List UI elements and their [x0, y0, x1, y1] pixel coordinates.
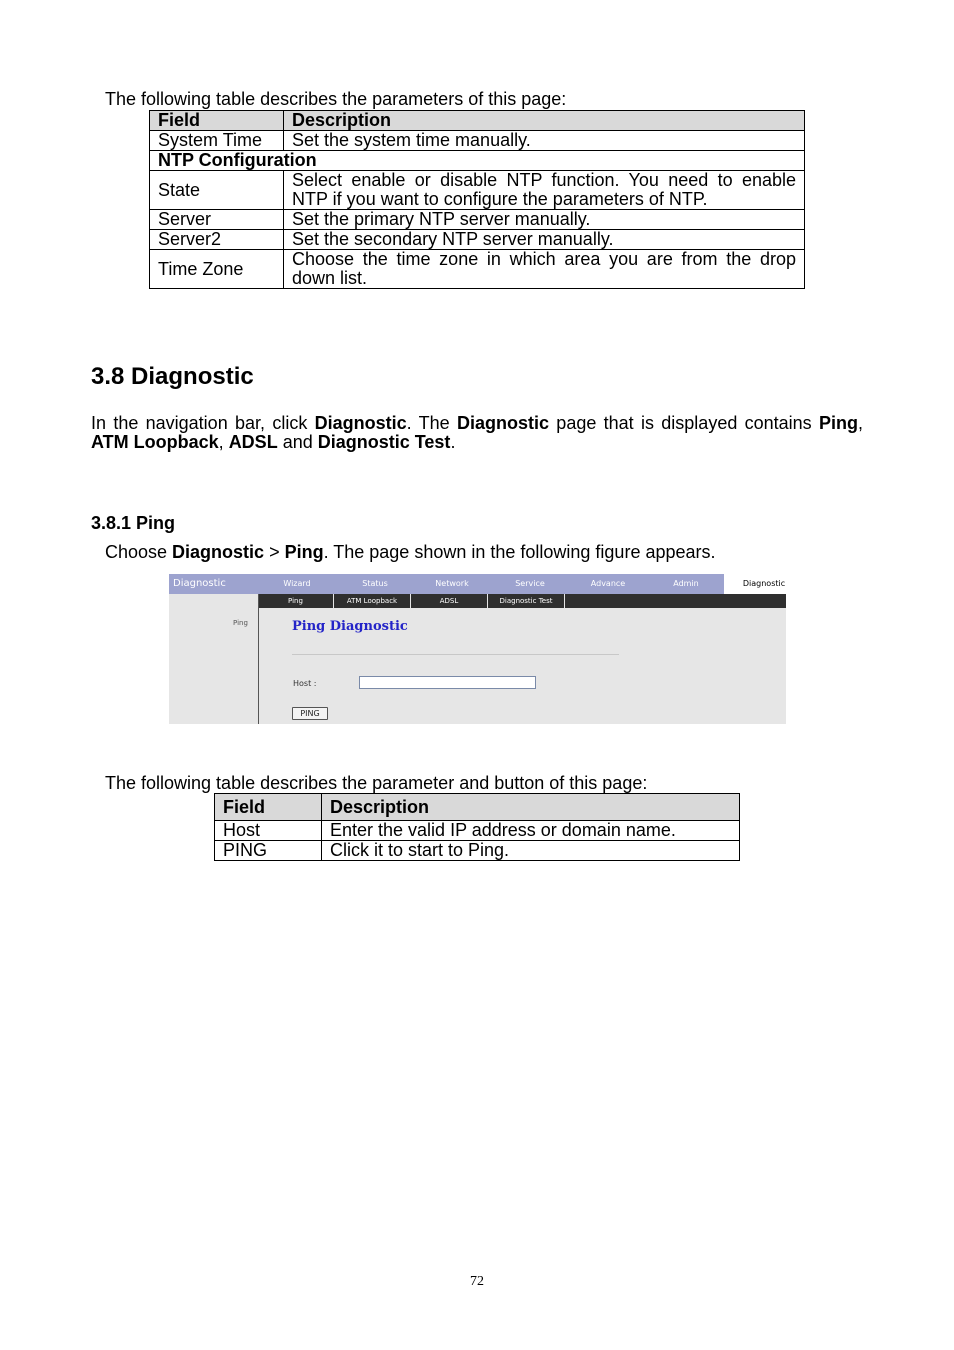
description-cell: Choose the time zone in which area you are from the drop down list. [284, 250, 805, 289]
description-cell: Set the primary NTP server manually. [284, 210, 805, 230]
bold-run: Diagnostic [456, 413, 549, 433]
bold-run: Diagnostic [314, 413, 407, 433]
header-field: Field [215, 794, 322, 821]
description-cell: Click it to start to Ping. [322, 841, 740, 861]
field-cell: System Time [150, 131, 284, 151]
intro-text-2: The following table describes the parameter and button of this page: [105, 773, 648, 793]
field-cell: Server2 [150, 230, 284, 250]
text-run: In the navigation bar, click [91, 413, 315, 433]
bold-run: Ping [284, 542, 324, 562]
ping-diagnostic-screenshot [169, 574, 786, 724]
intro-text: The following table describes the parameters of this page: [105, 89, 567, 109]
bold-run: Diagnostic Test [317, 432, 451, 452]
bold-run: ATM Loopback [91, 432, 219, 452]
subtab-atm-loopback[interactable]: ATM Loopback [334, 594, 411, 608]
bold-run: Ping [819, 413, 858, 433]
sidebar-divider [258, 594, 259, 724]
header-field: Field [150, 111, 284, 131]
table-row [215, 821, 740, 841]
ping-button[interactable]: PING [292, 707, 328, 720]
text-run: . The page shown in the following figure appears. [323, 542, 716, 562]
field-cell: State [150, 171, 284, 210]
nav-tab-wizard[interactable]: Wizard [283, 579, 311, 588]
field-cell: Server [150, 210, 284, 230]
page-title: Ping Diagnostic [292, 619, 408, 634]
nav-tab-status[interactable]: Status [362, 579, 388, 588]
nav-tab-advance[interactable]: Advance [590, 579, 626, 588]
field-cell: Time Zone [150, 250, 284, 289]
field-cell: PING [215, 841, 322, 861]
table-section-row [150, 151, 805, 171]
subsection-heading: 3.8.1 Ping [91, 513, 176, 533]
table-header-row [150, 111, 805, 131]
sidebar-item-ping[interactable]: Ping [233, 619, 248, 627]
subsection-paragraph [105, 542, 716, 562]
table-row [150, 250, 805, 289]
field-cell: Host [215, 821, 322, 841]
subtab-diagnostic-test[interactable]: Diagnostic Test [488, 594, 565, 608]
text-run: Choose [105, 542, 173, 562]
description-cell: Enter the valid IP address or domain name. [322, 821, 740, 841]
bold-run: ADSL [228, 432, 278, 452]
description-cell: Set the system time manually. [284, 131, 805, 151]
text-run: . [450, 432, 456, 452]
description-cell: Select enable or disable NTP function. You need to enable NTP if you want to configure the parameters of NTP. [284, 171, 805, 210]
bold-run: Diagnostic [172, 542, 265, 562]
ping-parameters-table [214, 793, 740, 861]
subtab-adsl[interactable]: ADSL [411, 594, 488, 608]
section-heading: 3.8 Diagnostic [91, 363, 254, 390]
nav-tab-service[interactable]: Service [515, 579, 545, 588]
host-input[interactable] [359, 676, 536, 689]
text-run: and [277, 432, 318, 452]
table-row [150, 131, 805, 151]
section-cell: NTP Configuration [150, 151, 805, 171]
text-run: , [858, 413, 864, 433]
header-description: Description [284, 111, 805, 131]
table-row [215, 841, 740, 861]
ntp-parameters-table [149, 110, 805, 289]
subtab-ping[interactable]: Ping [258, 594, 334, 608]
description-cell: Set the secondary NTP server manually. [284, 230, 805, 250]
host-label: Host : [293, 679, 317, 688]
divider [292, 654, 619, 655]
table-row [150, 230, 805, 250]
table-header-row [215, 794, 740, 821]
section-paragraph [91, 414, 863, 452]
page-number: 72 [470, 1274, 484, 1289]
nav-tab-network[interactable]: Network [435, 579, 469, 588]
table-row [150, 171, 805, 210]
sub-nav-bar [258, 594, 786, 608]
text-run: page that is displayed contains [549, 413, 819, 433]
table-row [150, 210, 805, 230]
text-run: , [218, 432, 229, 452]
nav-tab-diagnostic[interactable]: Diagnostic [742, 579, 786, 588]
nav-tab-admin[interactable]: Admin [673, 579, 699, 588]
text-run: > [264, 542, 285, 562]
text-run: . The [406, 413, 457, 433]
header-description: Description [322, 794, 740, 821]
brand-label: Diagnostic [173, 578, 226, 589]
